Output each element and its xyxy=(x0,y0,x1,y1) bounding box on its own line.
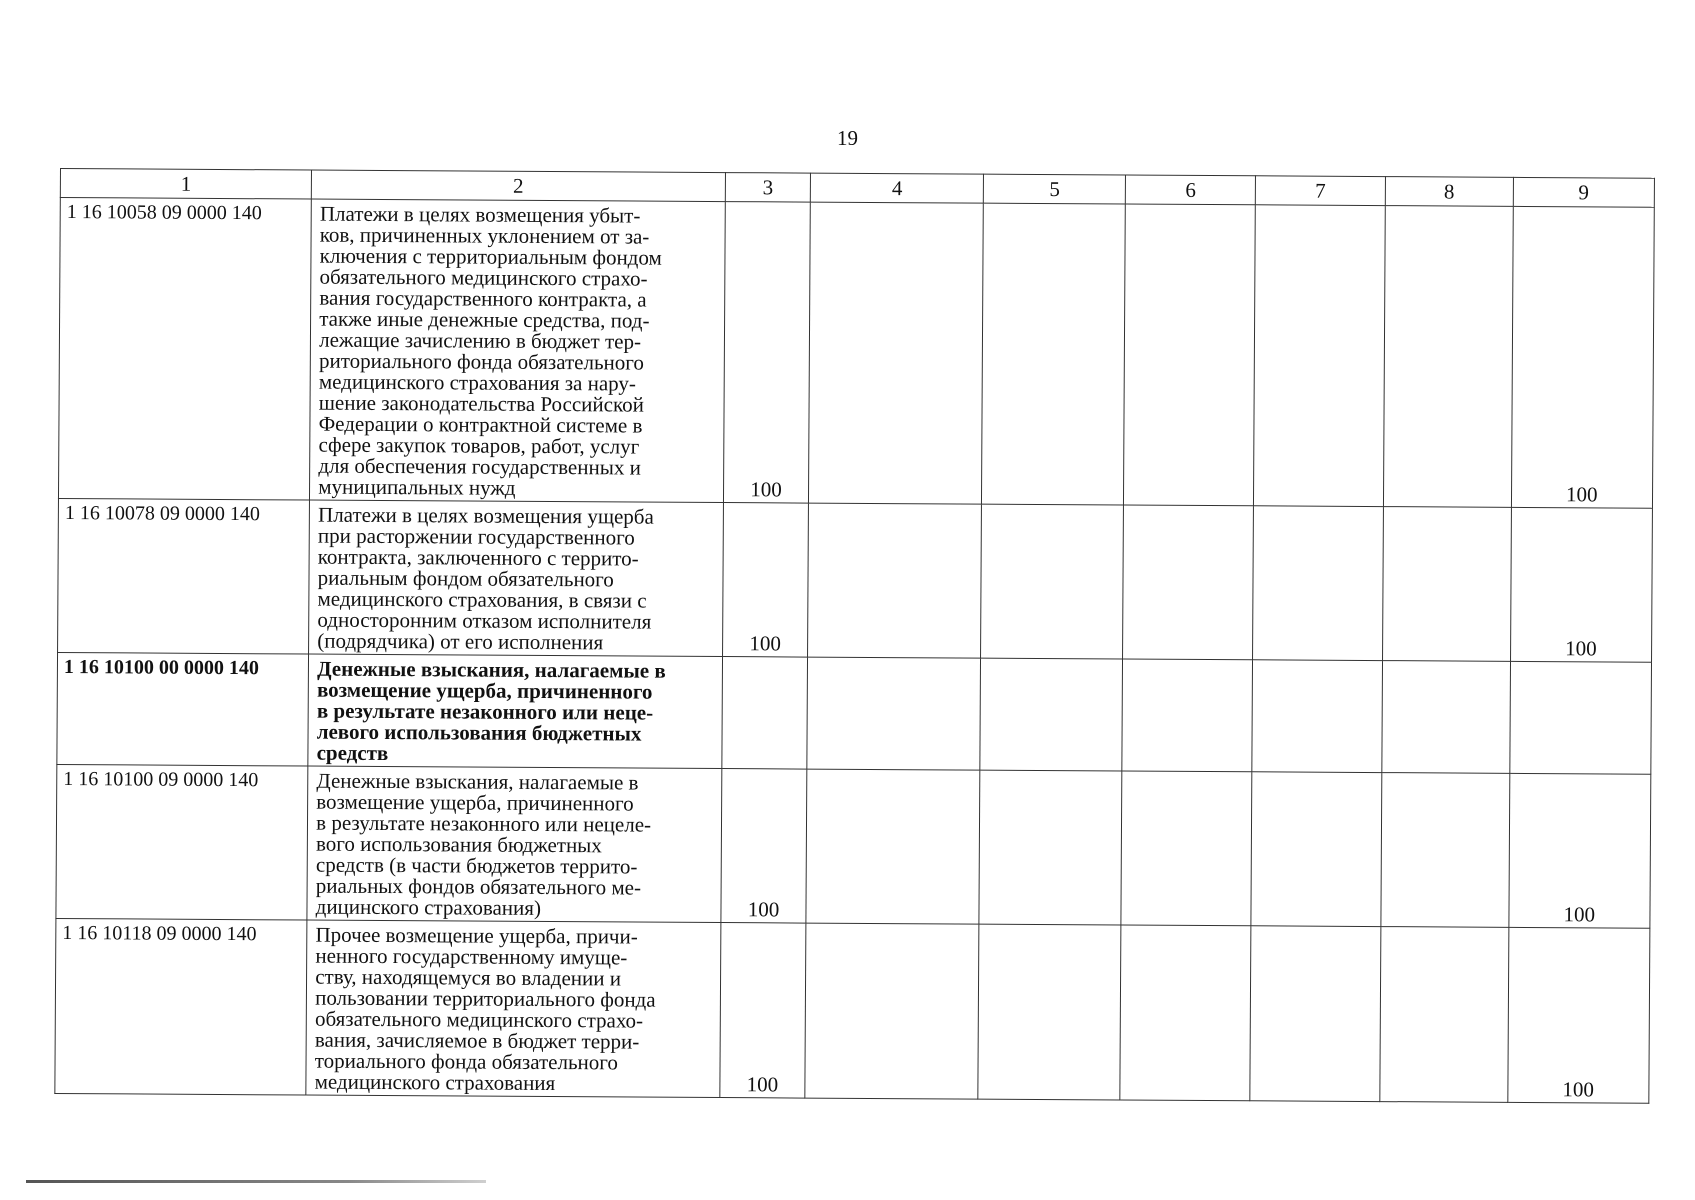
value-cell-col6 xyxy=(1123,505,1254,660)
description-line: вого использования бюджетных xyxy=(315,831,602,858)
description-cell xyxy=(309,500,723,657)
description-line: вания, зачисляемое в бюджет терри- xyxy=(314,1027,640,1054)
description-line: ненного государственному имуще- xyxy=(315,943,628,970)
description-line: пользовании территориального фонда xyxy=(315,985,656,1012)
table-row xyxy=(57,652,1652,774)
description-line: обязательного медицинского страхо- xyxy=(319,264,648,291)
value-cell-col7 xyxy=(1250,926,1381,1102)
value-cell-col3: 100 xyxy=(720,769,807,924)
column-header: 5 xyxy=(983,174,1126,204)
description-line: Денежные взыскания, налагаемые в xyxy=(317,656,666,683)
value-cell-col5 xyxy=(982,203,1126,505)
description-line: возмещение ущерба, причиненного xyxy=(316,789,634,816)
value-cell-col3: 100 xyxy=(723,202,811,504)
description-line: в результате незаконного или неце- xyxy=(316,698,654,725)
value-cell-col5 xyxy=(978,924,1121,1100)
description-line: риториального фонда обязательного xyxy=(318,348,644,375)
value-cell-col3: 100 xyxy=(719,923,806,1099)
description-line: медицинского страхования за нару- xyxy=(318,369,636,396)
description-line: муниципальных нужд xyxy=(318,474,516,500)
description-line: ков, причиненных уклонением от за- xyxy=(319,222,650,249)
description-line: средств (в части бюджетов террито- xyxy=(315,852,638,879)
description-line: шение законодательства Российской xyxy=(318,390,644,417)
table-row xyxy=(56,764,1651,928)
description-line: для обеспечения государственных и xyxy=(318,453,641,480)
budget-code-cell: 1 16 10118 09 0000 140 xyxy=(55,918,307,1095)
description-cell xyxy=(307,766,721,923)
description-line: Денежные взыскания, налагаемые в xyxy=(316,768,639,795)
value-cell-col4 xyxy=(805,923,979,1099)
value-cell-col4 xyxy=(809,202,984,504)
description-cell xyxy=(306,920,720,1098)
description-line: Прочее возмещение ущерба, причи- xyxy=(315,922,638,949)
description-line: Федерации о контрактной системе в xyxy=(318,411,643,438)
budget-code-cell: 1 16 10078 09 0000 140 xyxy=(58,498,310,654)
description-line: возмещение ущерба, причиненного xyxy=(316,677,653,704)
budget-code-cell: 1 16 10100 09 0000 140 xyxy=(56,764,308,920)
description-line: ству, находящемуся во владении и xyxy=(315,964,622,991)
description-line: ключения с территориальным фондом xyxy=(319,243,662,270)
column-header: 7 xyxy=(1255,176,1385,206)
description-line: в результате незаконного или нецеле- xyxy=(316,810,652,837)
table-row xyxy=(58,498,1653,662)
column-header: 9 xyxy=(1513,177,1655,207)
table-row xyxy=(58,198,1654,509)
description-line: риальным фондом обязательного xyxy=(317,565,614,592)
value-cell-col7 xyxy=(1254,205,1386,507)
value-cell-col9: 100 xyxy=(1511,206,1654,508)
column-header: 4 xyxy=(811,173,984,203)
value-cell-col6 xyxy=(1122,659,1252,772)
value-cell-col8 xyxy=(1381,773,1510,928)
value-cell-col3: 100 xyxy=(722,503,809,658)
description-line: медицинского страхования, в связи с xyxy=(317,586,647,613)
value-cell-col8 xyxy=(1382,507,1511,662)
description-line: контракта, заключенного с террито- xyxy=(317,544,639,571)
description-line: также иные денежные средства, под- xyxy=(319,306,650,333)
description-line: риальных фондов обязательного ме- xyxy=(315,873,642,900)
description-line: односторонним отказом исполнителя xyxy=(317,607,652,634)
description-line: Платежи в целях возмещения ущерба xyxy=(318,502,654,529)
description-cell xyxy=(310,199,725,503)
value-cell-col6 xyxy=(1121,771,1252,926)
value-cell-col4 xyxy=(808,503,982,658)
column-header: 1 xyxy=(60,169,311,200)
value-cell-col8 xyxy=(1380,927,1509,1103)
value-cell-col9: 100 xyxy=(1507,927,1649,1103)
value-cell-col9 xyxy=(1509,661,1651,774)
description-line: дицинского страхования) xyxy=(315,894,542,920)
table-body xyxy=(55,198,1654,1104)
value-cell-col6 xyxy=(1120,925,1251,1101)
description-line: вания государственного контракта, а xyxy=(319,285,647,312)
footer-rule xyxy=(26,1180,486,1183)
document-sheet xyxy=(54,168,1655,1104)
budget-code-cell: 1 16 10100 00 0000 140 xyxy=(57,652,309,766)
description-line: лежащие зачислению в бюджет тер- xyxy=(319,327,642,354)
value-cell-col7 xyxy=(1252,660,1382,773)
value-cell-col9: 100 xyxy=(1509,773,1651,928)
value-cell-col9: 100 xyxy=(1510,507,1652,662)
description-line: левого использования бюджетных xyxy=(316,719,642,746)
value-cell-col4 xyxy=(806,769,980,924)
column-header: 6 xyxy=(1126,175,1256,205)
value-cell-col7 xyxy=(1251,772,1382,927)
value-cell-col6 xyxy=(1124,204,1256,506)
value-cell-col8 xyxy=(1383,206,1513,508)
value-cell-col5 xyxy=(980,658,1123,771)
value-cell-col4 xyxy=(807,657,980,770)
description-line: (подрядчика) от его исполнения xyxy=(317,628,604,655)
description-line: Платежи в целях возмещения убыт- xyxy=(319,201,641,228)
description-line: при расторжении государственного xyxy=(317,523,635,550)
column-header: 8 xyxy=(1385,177,1513,207)
description-cell xyxy=(308,654,722,769)
description-line: медицинского страхования xyxy=(314,1069,556,1096)
value-cell-col5 xyxy=(979,770,1122,925)
value-cell-col8 xyxy=(1382,661,1510,774)
value-cell-col7 xyxy=(1253,506,1384,661)
budget-code-cell: 1 16 10058 09 0000 140 xyxy=(58,198,311,501)
table-row xyxy=(55,918,1650,1103)
column-header: 2 xyxy=(312,170,726,202)
revenue-allocation-table xyxy=(54,168,1655,1104)
column-header: 3 xyxy=(725,173,811,203)
value-cell-col5 xyxy=(981,504,1124,659)
description-line: обязательного медицинского страхо- xyxy=(314,1006,644,1033)
description-line: сфере закупок товаров, работ, услуг xyxy=(318,432,640,459)
value-cell-col3 xyxy=(721,657,807,770)
description-line: ториального фонда обязательного xyxy=(314,1048,618,1075)
page-number: 19 xyxy=(837,126,858,150)
description-line: средств xyxy=(316,740,389,766)
